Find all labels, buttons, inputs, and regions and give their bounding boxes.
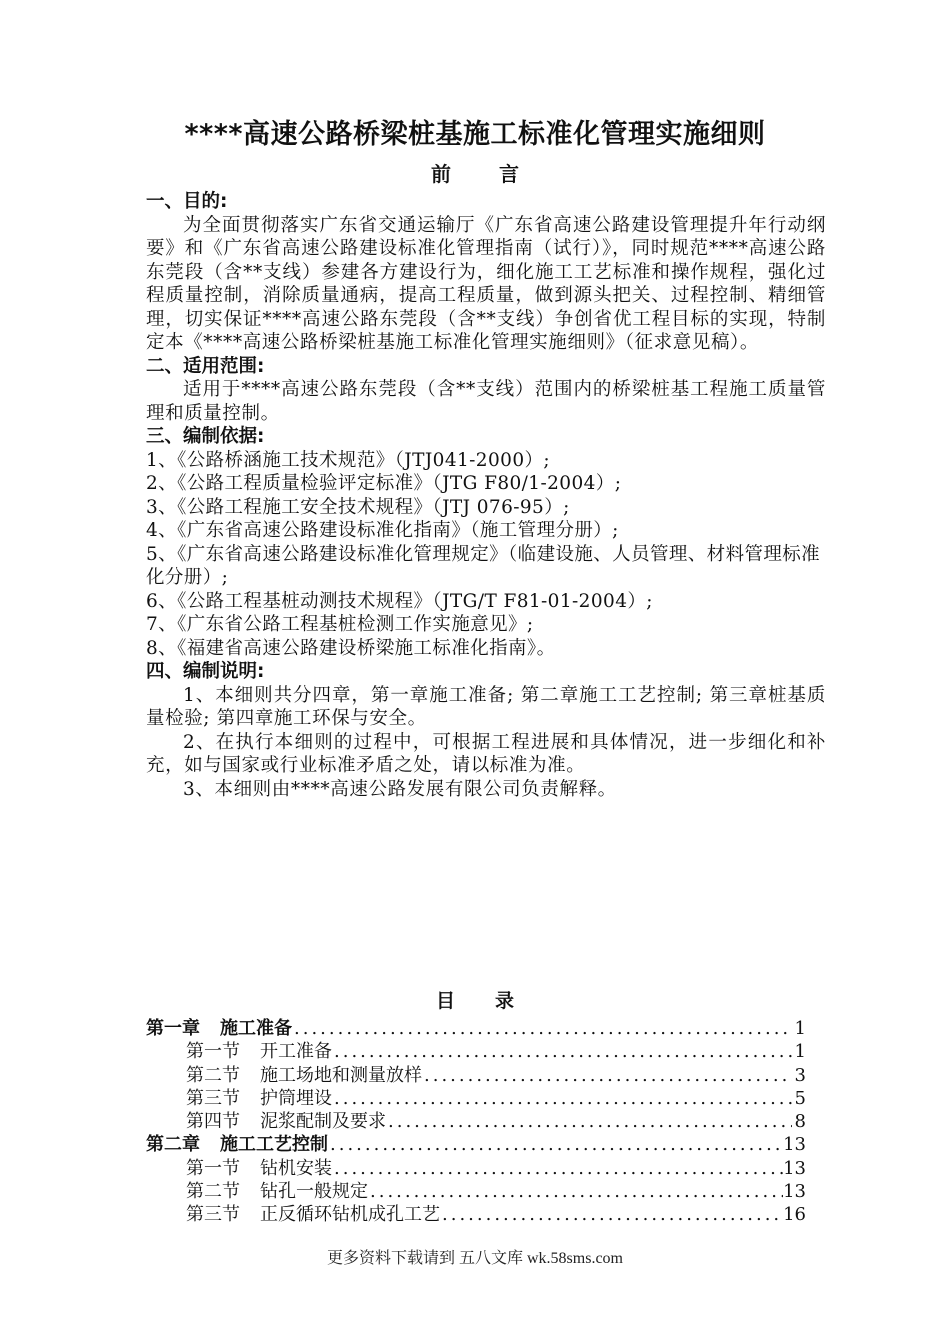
notes-heading: 四、编制说明: [146,661,265,682]
basis-item: 5、《广东省高速公路建设标准化管理规定》（临建设施、人员管理、材料管理标准化分册）; [146,543,821,588]
toc-entry-title: 施工工艺控制 [220,1134,328,1156]
toc-entry-title: 施工场地和测量放样 [260,1064,422,1086]
toc-entry[interactable] [146,1157,806,1180]
toc-entry-number: 第四节 [186,1111,240,1133]
basis-item: 7、《广东省公路工程基桩检测工作实施意见》; [146,614,534,635]
toc-leader [332,1087,792,1110]
toc-entry-number: 第三节 [186,1204,240,1226]
toc-leader [292,1017,792,1040]
toc-entry[interactable] [146,1087,806,1110]
footer-note[interactable]: 更多资料下载请到 五八文库 wk.58sms.com [326,1250,623,1267]
toc-heading: 目录 [435,990,554,1012]
toc-entry-page: 1 [794,1041,806,1063]
toc-entry-number: 第二节 [186,1064,240,1086]
basis-heading: 三、编制依据: [146,426,265,447]
toc-entry-title: 钻孔一般规定 [260,1181,368,1203]
toc-entry-number: 第三节 [186,1087,240,1109]
purpose-paragraph: 为全面贯彻落实广东省交通运输厅《广东省高速公路建设管理提升年行动纲要》和《广东省高速公路建设标准化管理指南（试行）》，同时规范****高速公路东莞段（含**支线）参建各方建设行为，细化施工工艺标准和操作规程，强化过程质量控制，消除质量通病，提高工程质量，做到源头把关、过程控制、精细管理，切实保证****高速公路东莞段（含**支线）争创省优工程目标的实现，特制定本《****高速公路桥梁桩基施工标准化管理实施细则》（征求意见稿）。 [146,214,826,353]
toc-entry[interactable] [146,1180,806,1203]
toc-leader [328,1133,783,1156]
toc-entry-number: 第二章 [146,1134,200,1156]
toc-entry[interactable] [146,1064,806,1087]
toc-entry-number: 第二节 [186,1181,240,1203]
toc-entry[interactable] [146,1017,806,1040]
document-title: ****高速公路桥梁桩基施工标准化管理实施细则 [184,119,766,150]
basis-item: 8、《福建省高速公路建设桥梁施工标准化指南》。 [146,637,556,659]
toc-entry-page: 5 [794,1087,806,1109]
basis-item: 3、《公路工程施工安全技术规程》（JTJ 076-95）; [146,496,570,518]
toc-entry-title: 泥浆配制及要求 [260,1111,386,1133]
notes-item: 3、本细则由****高速公路发展有限公司负责解释。 [183,778,617,800]
toc-entry-number: 第一章 [146,1018,200,1039]
toc-leader [368,1180,783,1203]
basis-item: 2、《公路工程质量检验评定标准》（JTG F80/1-2004）; [146,473,622,494]
toc-entry[interactable] [146,1203,806,1226]
notes-item: 2、在执行本细则的过程中，可根据工程进展和具体情况，进一步细化和补充，如与国家或行业标准矛盾之处，请以标准为准。 [146,731,826,776]
table-of-contents [146,1017,806,1227]
basis-item: 1、《公路桥涵施工技术规范》（JTJ041-2000）; [146,449,551,471]
toc-leader [332,1040,792,1063]
toc-entry[interactable] [146,1110,806,1133]
basis-item: 6、《公路工程基桩动测技术规程》（JTG/T F81-01-2004）; [146,590,653,612]
toc-entry[interactable] [146,1133,806,1156]
toc-entry-title: 开工准备 [260,1041,332,1063]
toc-leader [422,1064,792,1087]
toc-entry-title: 护筒埋设 [260,1087,332,1109]
toc-entry-title: 施工准备 [220,1018,292,1039]
scope-paragraph: 适用于****高速公路东莞段（含**支线）范围内的桥梁桩基工程施工质量管理和质量控制。 [146,379,826,424]
toc-entry-title: 正反循环钻机成孔工艺 [260,1204,440,1226]
toc-entry[interactable] [146,1040,806,1063]
preface-heading: 前言 [431,162,567,186]
basis-item: 4、《广东省高速公路建设标准化指南》（施工管理分册）; [146,520,619,541]
scope-heading: 二、适用范围: [146,355,265,377]
toc-entry-page: 13 [783,1181,806,1203]
toc-entry-page: 1 [794,1018,806,1039]
preface-body [146,190,826,801]
toc-entry-page: 13 [783,1134,806,1156]
toc-entry-title: 钻机安装 [260,1157,332,1179]
toc-entry-number: 第一节 [186,1157,240,1179]
toc-entry-page: 8 [794,1111,806,1133]
toc-leader [332,1157,783,1180]
toc-entry-page: 16 [783,1204,806,1226]
toc-leader [386,1110,792,1133]
toc-entry-page: 3 [794,1064,806,1086]
toc-entry-page: 13 [783,1157,806,1179]
toc-entry-number: 第一节 [186,1041,240,1063]
toc-leader [440,1203,783,1226]
purpose-heading: 一、目的: [146,191,228,212]
notes-item: 1、本细则共分四章，第一章施工准备; 第二章施工工艺控制; 第三章桩基质量检验; 第四章施工环保与安全。 [146,684,826,729]
